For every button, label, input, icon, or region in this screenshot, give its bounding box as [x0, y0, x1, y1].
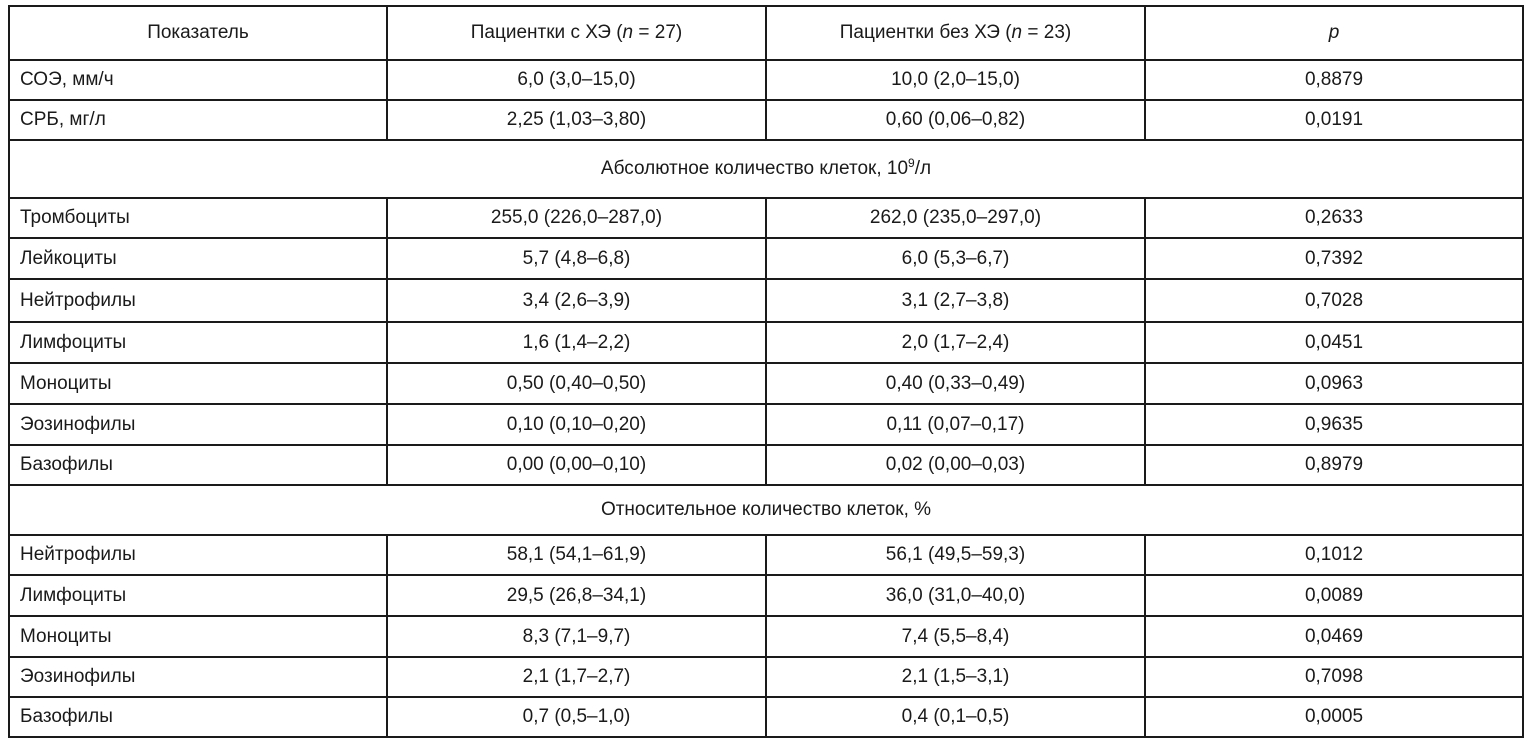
- header-indicator: Показатель: [9, 6, 387, 60]
- row-label: Нейтрофилы: [9, 535, 387, 575]
- value-without-che: 0,11 (0,07–0,17): [766, 404, 1145, 445]
- p-value: 0,0191: [1145, 100, 1523, 140]
- value-without-che: 0,02 (0,00–0,03): [766, 445, 1145, 485]
- value-without-che: 3,1 (2,7–3,8): [766, 279, 1145, 322]
- value-with-che: 5,7 (4,8–6,8): [387, 238, 766, 279]
- p-value: 0,2633: [1145, 198, 1523, 238]
- section-title-absolute: Абсолютное количество клеток, $10^9/л$: [9, 140, 1523, 198]
- row-label: Тромбоциты: [9, 198, 387, 238]
- value-without-che: 36,0 (31,0–40,0): [766, 575, 1145, 616]
- value-without-che: 0,4 (0,1–0,5): [766, 697, 1145, 737]
- row-label: Нейтрофилы: [9, 279, 387, 322]
- value-with-che: 58,1 (54,1–61,9): [387, 535, 766, 575]
- header-row: [9, 6, 1523, 60]
- header-with-che: Пациентки с ХЭ (n = 27): [387, 6, 766, 60]
- value-with-che: 29,5 (26,8–34,1): [387, 575, 766, 616]
- value-with-che: 0,00 (0,00–0,10): [387, 445, 766, 485]
- value-with-che: 8,3 (7,1–9,7): [387, 616, 766, 657]
- p-value: 0,0469: [1145, 616, 1523, 657]
- p-value: 0,8979: [1145, 445, 1523, 485]
- value-without-che: 56,1 (49,5–59,3): [766, 535, 1145, 575]
- value-with-che: 2,25 (1,03–3,80): [387, 100, 766, 140]
- section-row-absolute: [9, 140, 1523, 198]
- table-row: [9, 657, 1523, 697]
- table-row: [9, 322, 1523, 363]
- row-label: Базофилы: [9, 445, 387, 485]
- rows-relative: [9, 535, 1523, 737]
- p-value: 0,1012: [1145, 535, 1523, 575]
- value-with-che: 0,7 (0,5–1,0): [387, 697, 766, 737]
- table-row: [9, 198, 1523, 238]
- row-label: СРБ, мг/л: [9, 100, 387, 140]
- row-label: СОЭ, мм/ч: [9, 60, 387, 100]
- table-row: [9, 575, 1523, 616]
- table-row: [9, 404, 1523, 445]
- p-value: 0,8879: [1145, 60, 1523, 100]
- value-with-che: 2,1 (1,7–2,7): [387, 657, 766, 697]
- table-row: [9, 100, 1523, 140]
- value-without-che: 0,40 (0,33–0,49): [766, 363, 1145, 404]
- p-value: 0,7392: [1145, 238, 1523, 279]
- row-label: Моноциты: [9, 616, 387, 657]
- header-without-che: Пациентки без ХЭ (n = 23): [766, 6, 1145, 60]
- value-without-che: 7,4 (5,5–8,4): [766, 616, 1145, 657]
- p-value: 0,0005: [1145, 697, 1523, 737]
- p-value: 0,9635: [1145, 404, 1523, 445]
- row-label: Лимфоциты: [9, 575, 387, 616]
- row-label: Лимфоциты: [9, 322, 387, 363]
- p-value: 0,7028: [1145, 279, 1523, 322]
- row-label: Лейкоциты: [9, 238, 387, 279]
- table-row: [9, 697, 1523, 737]
- section-relative: [9, 485, 1523, 535]
- section-row-relative: [9, 485, 1523, 535]
- row-label: Моноциты: [9, 363, 387, 404]
- table-row: [9, 238, 1523, 279]
- table-row: [9, 60, 1523, 100]
- value-without-che: 2,1 (1,5–3,1): [766, 657, 1145, 697]
- table-row: [9, 363, 1523, 404]
- data-table: [8, 5, 1524, 738]
- p-value: 0,0963: [1145, 363, 1523, 404]
- value-with-che: 0,10 (0,10–0,20): [387, 404, 766, 445]
- value-with-che: 255,0 (226,0–287,0): [387, 198, 766, 238]
- row-label: Эозинофилы: [9, 657, 387, 697]
- table-row: [9, 535, 1523, 575]
- value-with-che: 6,0 (3,0–15,0): [387, 60, 766, 100]
- value-without-che: 0,60 (0,06–0,82): [766, 100, 1145, 140]
- value-without-che: 262,0 (235,0–297,0): [766, 198, 1145, 238]
- p-value: 0,7098: [1145, 657, 1523, 697]
- section-absolute: [9, 140, 1523, 198]
- value-with-che: 3,4 (2,6–3,9): [387, 279, 766, 322]
- p-value: 0,0451: [1145, 322, 1523, 363]
- table-row: [9, 445, 1523, 485]
- value-without-che: 6,0 (5,3–6,7): [766, 238, 1145, 279]
- value-without-che: 10,0 (2,0–15,0): [766, 60, 1145, 100]
- p-value: 0,0089: [1145, 575, 1523, 616]
- header-p-value: p: [1145, 6, 1523, 60]
- table-row: [9, 279, 1523, 322]
- row-label: Эозинофилы: [9, 404, 387, 445]
- value-with-che: 1,6 (1,4–2,2): [387, 322, 766, 363]
- value-with-che: 0,50 (0,40–0,50): [387, 363, 766, 404]
- table-row: [9, 616, 1523, 657]
- rows-top: [9, 60, 1523, 140]
- section-title-relative: Относительное количество клеток, %: [9, 485, 1523, 535]
- value-without-che: 2,0 (1,7–2,4): [766, 322, 1145, 363]
- row-label: Базофилы: [9, 697, 387, 737]
- rows-absolute: [9, 198, 1523, 485]
